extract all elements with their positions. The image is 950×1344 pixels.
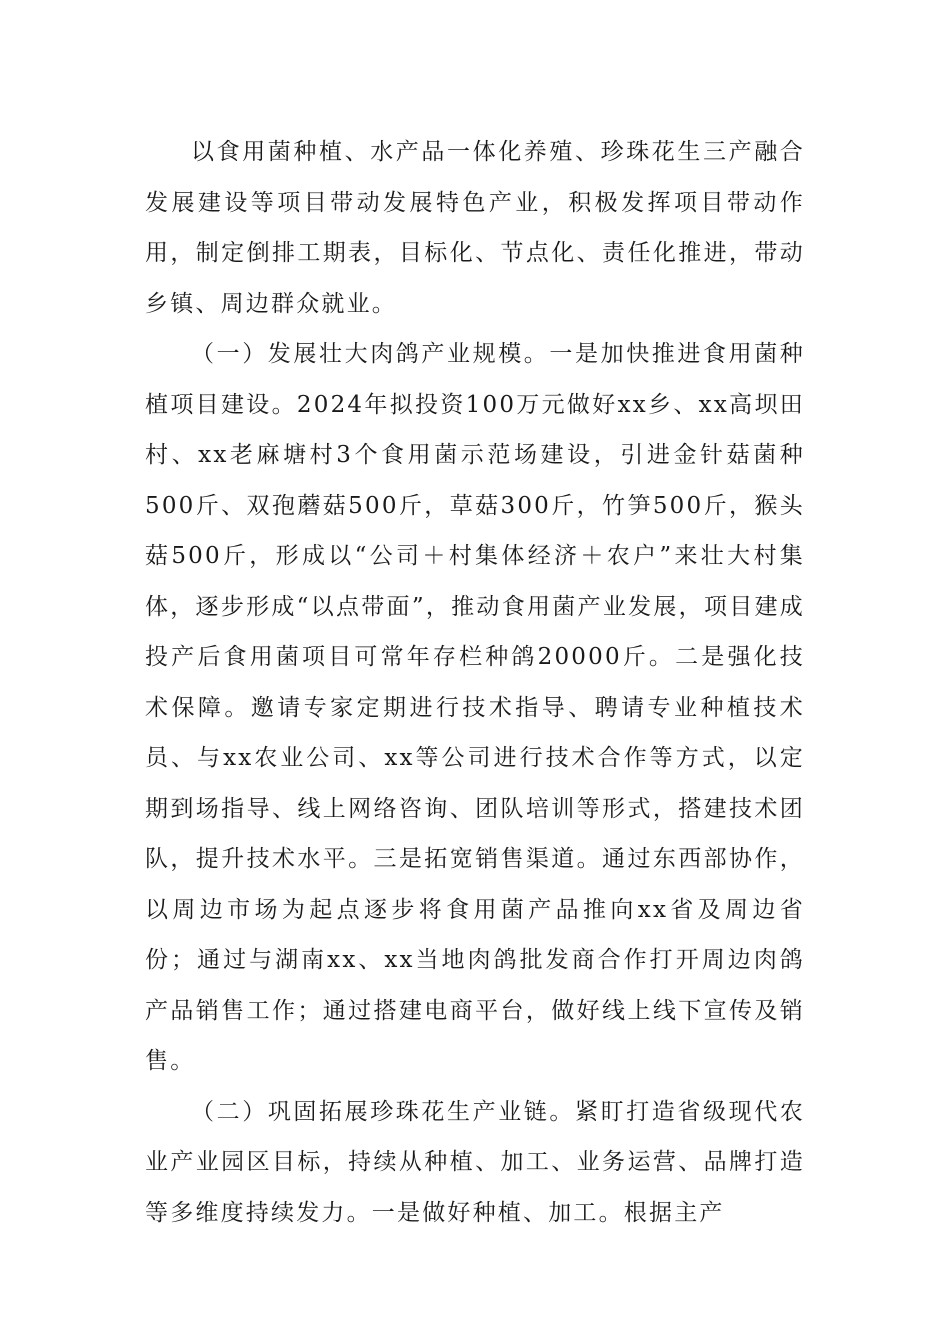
paragraph-intro: 以食用菌种植、水产品一体化养殖、珍珠花生三产融合发展建设等项目带动发展特色产业，积极发挥项目带动作用，制定倒排工期表，目标化、节点化、责任化推进，带动乡镇、周边群众就业。 — [145, 139, 805, 317]
document-body — [145, 127, 805, 1238]
paragraph-section-1: （一）发展壮大肉鸽产业规模。一是加快推进食用菌种植项目建设。2024年拟投资100万元做好xx乡、xx高坝田村、xx老麻塘村3个食用菌示范场建设，引进金针菇菌种500斤、双孢蘑菇500斤，草菇300斤，竹笋500斤，猴头菇500斤，形成以“公司＋村集体经济＋农户”来壮大村集体，逐步形成“以点带面”，推动食用菌产业发展，项目建成投产后食用菌项目可常年存栏种鸽20000斤。二是强化技术保障。邀请专家定期进行技术指导、聘请专业种植技术员、与xx农业公司、xx等公司进行技术合作等方式，以定期到场指导、线上网络咨询、团队培训等形式，搭建技术团队，提升技术水平。三是拓宽销售渠道。通过东西部协作，以周边市场为起点逐步将食用菌产品推向xx省及周边省份；通过与湖南xx、xx当地肉鸽批发商合作打开周边肉鸽产品销售工作；通过搭建电商平台，做好线上线下宣传及销售。 — [145, 341, 805, 1074]
paragraph-section-2: （二）巩固拓展珍珠花生产业链。紧盯打造省级现代农业产业园区目标，持续从种植、加工、业务运营、品牌打造等多维度持续发力。一是做好种植、加工。根据主产 — [145, 1098, 805, 1226]
